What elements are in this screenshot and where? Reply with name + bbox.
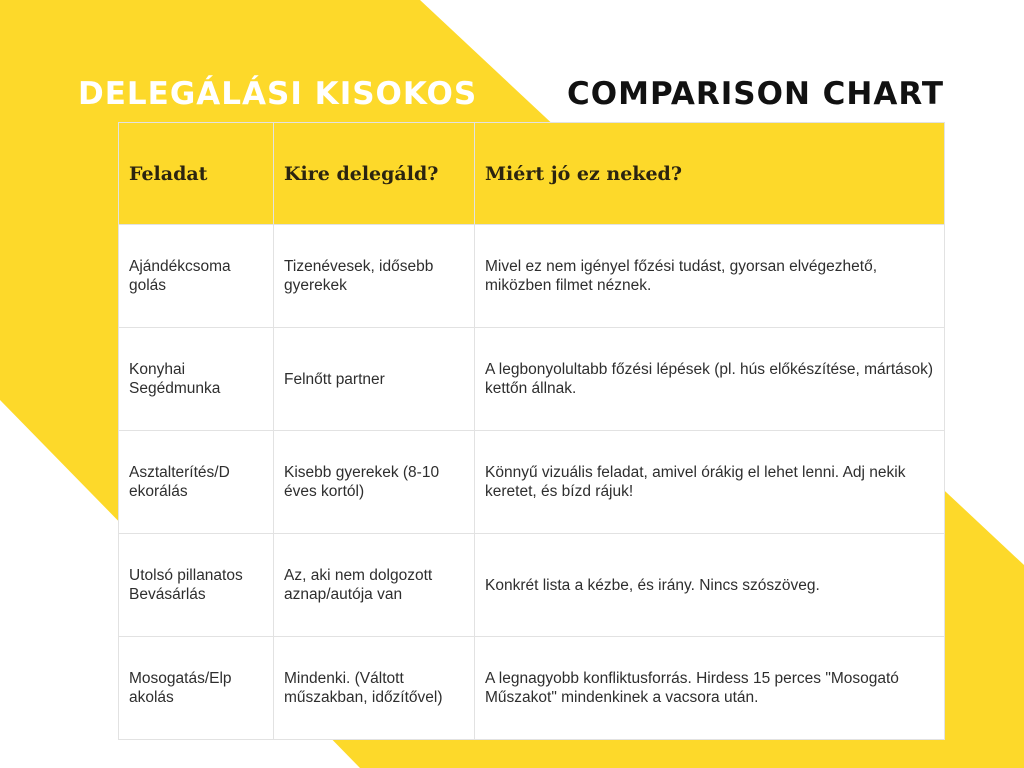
delegate-cell: Felnőtt partner	[274, 328, 475, 431]
task-cell: Asztalterítés/D ekorálás	[119, 431, 274, 534]
task-cell: Konyhai Segédmunka	[119, 328, 274, 431]
delegate-cell: Mindenki. (Váltott műszakban, időzítővel)	[274, 637, 475, 740]
table-row	[119, 534, 945, 637]
delegate-cell: Az, aki nem dolgozott aznap/autója van	[274, 534, 475, 637]
title-right: COMPARISON CHART	[567, 76, 944, 112]
task-cell: Ajándékcsoma golás	[119, 225, 274, 328]
delegate-cell: Kisebb gyerekek (8-10 éves kortól)	[274, 431, 475, 534]
table-row	[119, 637, 945, 740]
column-header-why: Miért jó ez neked?	[475, 123, 945, 225]
column-header-delegate-to: Kire delegáld?	[274, 123, 475, 225]
task-cell: Mosogatás/Elp akolás	[119, 637, 274, 740]
reason-cell: Konkrét lista a kézbe, és irány. Nincs szószöveg.	[475, 534, 945, 637]
reason-cell: Mivel ez nem igényel főzési tudást, gyorsan elvégezhető, miközben filmet néznek.	[475, 225, 945, 328]
reason-cell: A legnagyobb konfliktusforrás. Hirdess 15 perces "Mosogató Műszakot" mindenkinek a vacsora után.	[475, 637, 945, 740]
table-row	[119, 328, 945, 431]
task-cell: Utolsó pillanatos Bevásárlás	[119, 534, 274, 637]
reason-cell: Könnyű vizuális feladat, amivel órákig el lehet lenni. Adj nekik keretet, és bízd rájuk!	[475, 431, 945, 534]
table-header-row	[119, 123, 945, 225]
table-row	[119, 225, 945, 328]
table-row	[119, 431, 945, 534]
comparison-table	[118, 122, 945, 740]
column-header-task: Feladat	[119, 123, 274, 225]
delegate-cell: Tizenévesek, idősebb gyerekek	[274, 225, 475, 328]
reason-cell: A legbonyolultabb főzési lépések (pl. hús előkészítése, mártások) kettőn állnak.	[475, 328, 945, 431]
title-left: DELEGÁLÁSI KISOKOS	[78, 76, 478, 112]
